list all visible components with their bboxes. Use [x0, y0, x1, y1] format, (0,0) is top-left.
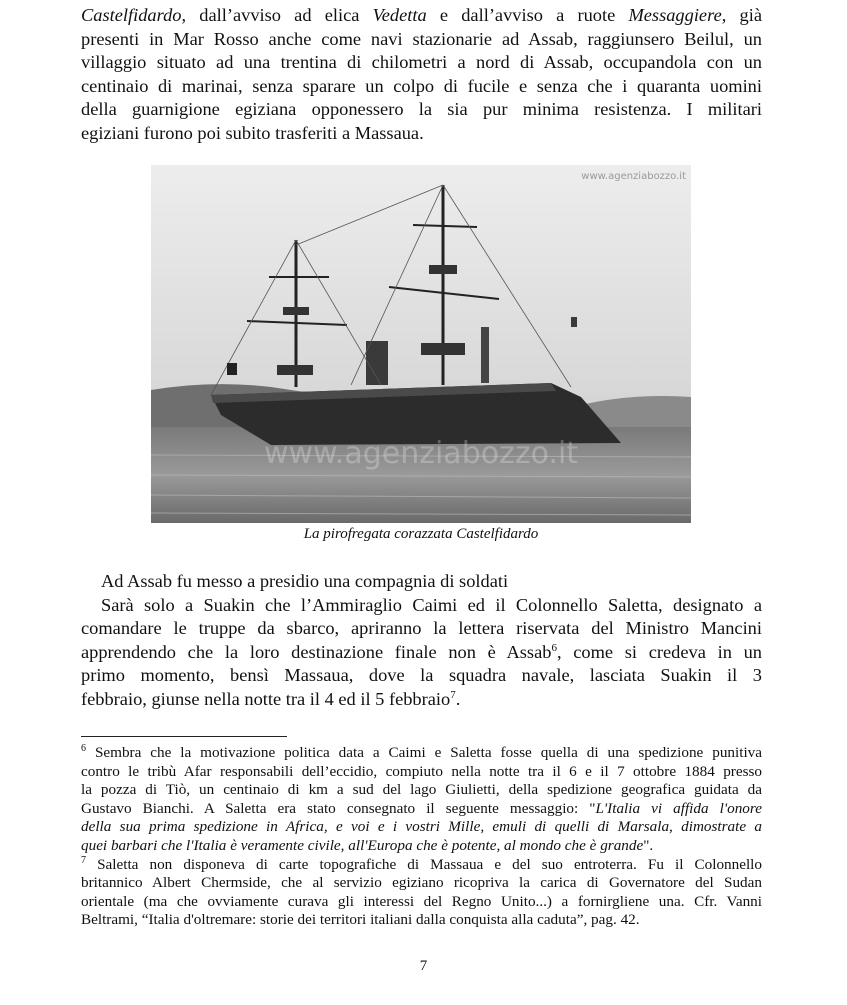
text-line: egiziani furono poi subito trasferiti a Massaua.	[81, 122, 424, 143]
footnote-ref-7[interactable]: 7	[450, 688, 456, 701]
page-number: 7	[419, 958, 428, 974]
text-line: apprendendo che la loro destinazione finale non è Assab$^6$, come si credeva in un	[81, 641, 762, 662]
footnote-6-number: 6	[81, 744, 86, 754]
text-line: comandare le truppe da sbarco, apriranno la lettera riservata del Ministro Mancini	[81, 618, 762, 638]
footnote-6-line: la pozza di Tiò, un centinaio di km a sud del lago Giulietti, della spedizione geografica guidata da	[81, 781, 762, 799]
footnotes	[81, 744, 762, 930]
footnote-6-line: $^6$ Sembra che la motivazione politica data a Caimi e Saletta fosse quella di una spedizione punitiva	[81, 744, 762, 761]
text-line: primo momento, bensì Massaua, dove la squadra navale, lasciata Suakin il 3	[81, 665, 762, 685]
footnote-separator	[81, 736, 287, 737]
watermark-large: www.agenziabozzo.it	[263, 436, 579, 471]
text-line: Castelfidardo, dall’avviso ad elica Vedetta e dall’avviso a ruote Messaggiere, già	[81, 5, 762, 25]
ship-photo	[151, 165, 691, 523]
text-line: Sarà solo a Suakin che l’Ammiraglio Caimi ed il Colonnello Saletta, designato a	[101, 594, 762, 615]
footnote-6-line: quei barbari che l'Italia è veramente civile, all'Europa che è potente, al mondo che è grande".	[81, 836, 654, 854]
footnote-7-line: britannico Albert Chermside, che al servizio egiziano ricopriva la carica di Governatore del Sudan	[81, 874, 762, 892]
text-line: Ad Assab fu messo a presidio una compagnia di soldati	[101, 571, 509, 591]
text-line: centinaio di marinai, senza sparare un colpo di fucile e senza che i quaranta uomini	[81, 75, 762, 96]
footnote-7-line: orientale (ma che ovviamente curava gli interessi del Regno Unito...) a fornirgliene una. Cfr. Vanni	[81, 892, 762, 910]
text-line: villaggio situato ad una trentina di chilometri a nord di Assab, occupandola con un	[81, 52, 762, 72]
text-line: febbraio, giunse nella notte tra il 4 ed il 5 febbraio$^7$.	[81, 688, 461, 709]
footnote-ref-6[interactable]: 6	[551, 641, 557, 654]
paragraph-suakin-orders	[81, 570, 762, 711]
watermark-small: www.agenziabozzo.it	[581, 171, 686, 182]
figure-caption: La pirofregata corazzata Castelfidardo	[303, 526, 539, 542]
footnote-7-line: Beltrami, “Italia d'oltremare: storie dei territori italiani dalla conquista alla caduta”, pag. 42.	[81, 911, 640, 929]
footnote-6-line: della sua prima spedizione in Africa, e voi e i vostri Mille, emuli di quelli di Marsala, dimostrate a	[81, 818, 762, 836]
paragraph-beilul-occupation	[81, 4, 762, 145]
footnote-6-line: Gustavo Bianchi. A Saletta era stato consegnato il seguente messaggio: "L'Italia vi affida l'onore	[81, 799, 762, 817]
footnote-6-line: contro le tribù Afar responsabili dell’eccidio, compiuto nella notte tra il 6 e il 7 ottobre 1884 presso	[81, 762, 762, 780]
footnote-7-number: 7	[81, 855, 86, 866]
text-line: della guarnigione egiziana opponessero la sia pur minima resistenza. I militari	[81, 99, 762, 119]
text-line: presenti in Mar Rosso anche come navi stazionarie ad Assab, raggiunsero Beilul, un	[81, 28, 762, 49]
footnote-7-line: $^7$ Saletta non disponeva di carte topografiche di Massaua e del suo entroterra. Fu il Colonnello	[81, 855, 762, 873]
